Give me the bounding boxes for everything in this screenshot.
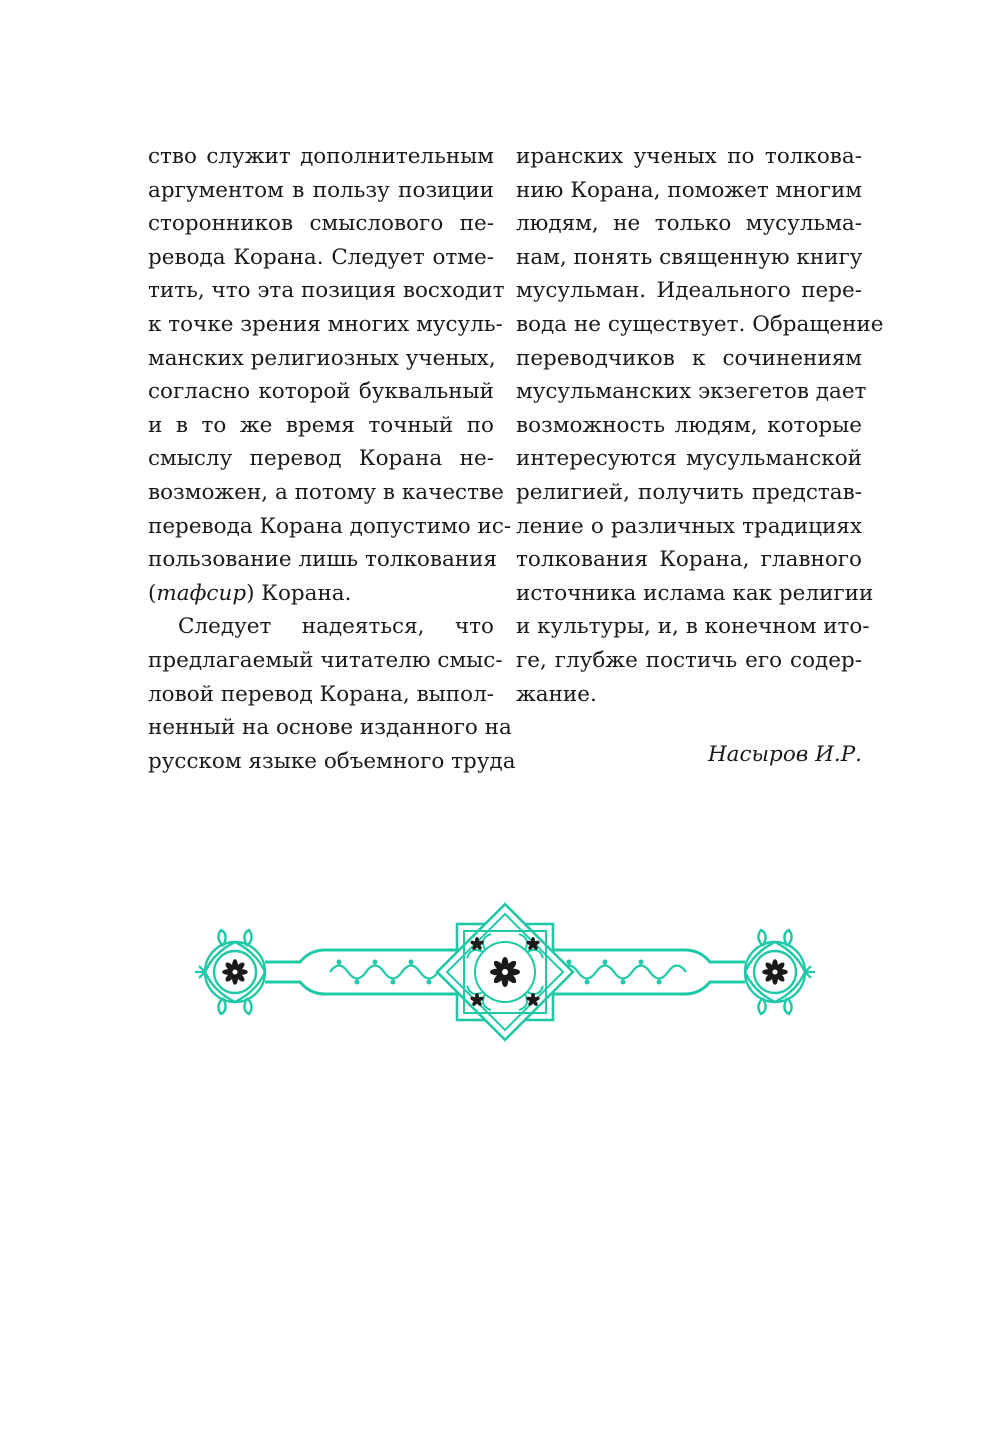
text-line: аргументом в пользу позиции: [148, 177, 494, 203]
text-line: согласно которой буквальный: [148, 379, 494, 405]
text-line: вода не существует. Обращение: [516, 311, 884, 337]
text-line: мусульман. Идеального пере-: [516, 278, 862, 304]
islamic-arabesque-divider-icon: [195, 900, 815, 1045]
text-line: сторонников смыслового пе-: [148, 211, 494, 237]
text-line: религией, получить представ-: [516, 479, 862, 505]
text-line: возможен, а потому в качестве: [148, 479, 504, 505]
text-line: ге, глубже постичь его содер-: [516, 647, 862, 673]
text-line: ревода Корана. Следует отме-: [148, 244, 494, 270]
text-line: к точке зрения многих мусуль-: [148, 311, 503, 337]
italic-term: тафсир: [156, 580, 247, 606]
text-line: иранских ученых по толкова-: [516, 144, 862, 169]
text-line: нам, понять священную книгу: [516, 244, 863, 270]
text-line: ство служит дополнительным: [148, 144, 494, 169]
text-line: перевода Корана допустимо ис-: [148, 513, 512, 539]
ornament-divider: [195, 900, 815, 1049]
text-line: интересуются мусульманской: [516, 446, 862, 472]
text-line: и культуры, и, в конечном ито-: [516, 614, 870, 640]
text-line: людям, не только мусульма-: [516, 211, 862, 237]
text-line: жание.: [516, 681, 597, 707]
text-line: возможность людям, которые: [516, 412, 862, 438]
text-line: тить, что эта позиция восходит: [148, 278, 505, 304]
text-line: переводчиков к сочинениям: [516, 345, 862, 371]
text-line: русском языке объемного труда: [148, 748, 516, 774]
text-line: нию Корана, поможет многим: [516, 177, 862, 203]
text-line: [148, 577, 494, 611]
text-fragment: ) Корана.: [246, 580, 352, 606]
text-line: ление о различных традициях: [516, 513, 862, 539]
text-line: пользование лишь толкования: [148, 547, 497, 573]
author-signature: Насыров И.Р.: [707, 742, 862, 767]
text-line: предлагаемый читателю смыс-: [148, 647, 503, 673]
text-line: толкования Корана, главного: [516, 547, 862, 573]
text-line: манских религиозных ученых,: [148, 345, 496, 371]
paren-open: (: [148, 580, 157, 606]
text-line: ненный на основе изданного на: [148, 715, 512, 741]
left-text-column: [148, 140, 516, 778]
text-line: мусульманских экзегетов дает: [516, 379, 867, 405]
text-line: ловой перевод Корана, выпол-: [148, 681, 494, 707]
text-line: смыслу перевод Корана не-: [148, 446, 494, 472]
paragraph-first-line: Следует надеяться, что: [178, 614, 494, 640]
text-line: источника ислама как религии: [516, 580, 874, 606]
right-text-column: [516, 140, 884, 711]
text-line: и в то же время точный по: [148, 412, 494, 438]
